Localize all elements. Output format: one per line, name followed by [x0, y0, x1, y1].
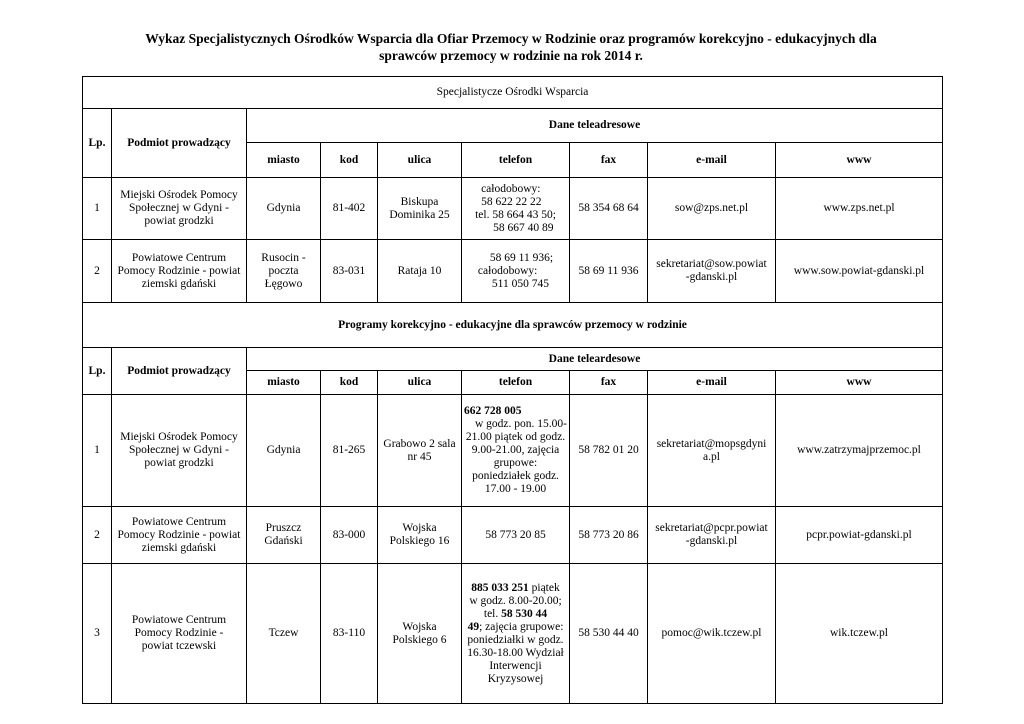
header-podmiot: Podmiot prowadzący: [112, 109, 247, 178]
text-line: w godz. pon. 15.00-: [475, 418, 567, 430]
document-title: [80, 30, 942, 64]
cell-email: [648, 240, 776, 303]
cell-fax: 58 530 44 40: [570, 564, 648, 704]
text-line: Pomocy Rodzinie - powiat: [117, 264, 241, 277]
cell-kod: 83-000: [321, 507, 378, 564]
cell-lp: 1: [83, 178, 112, 240]
text-line: Polskiego 16: [389, 535, 450, 547]
cell-telefon: [462, 178, 570, 240]
institutions-table: [82, 76, 943, 704]
text-line: Wojska: [402, 620, 437, 633]
cell-ulica: [378, 395, 462, 507]
header-ulica: ulica: [378, 371, 462, 395]
header-lp: Lp.: [83, 109, 112, 178]
phone-bold: 58 530 44: [501, 607, 548, 620]
header-podmiot: Podmiot prowadzący: [112, 348, 247, 395]
text-line: -gdanski.pl: [685, 535, 738, 547]
text-line: całodobowy:: [477, 264, 538, 277]
text-line: grupowe:: [493, 457, 538, 469]
header-www: www: [776, 371, 943, 395]
phone-bold: 49: [467, 620, 480, 633]
table-row: [83, 395, 943, 507]
cell-podmiot: [112, 395, 247, 507]
header-email: e-mail: [648, 143, 776, 178]
cell-lp: 3: [83, 564, 112, 704]
header-fax: fax: [570, 371, 648, 395]
text-line: Powiatowe Centrum: [131, 614, 227, 626]
cell-miasto: [247, 240, 321, 303]
text-line: a.pl: [703, 450, 720, 463]
cell-podmiot: [112, 178, 247, 240]
header-email: e-mail: [648, 371, 776, 395]
header-www: www: [776, 143, 943, 178]
text-line: poniedziałek godz.: [472, 470, 559, 482]
cell-email: [648, 395, 776, 507]
cell-miasto: Gdynia: [247, 178, 321, 240]
header-ulica: ulica: [378, 143, 462, 178]
text-line: sekretariat@sow.powiat: [656, 258, 767, 270]
cell-podmiot: [112, 507, 247, 564]
text-line: ziemski gdański: [141, 541, 217, 554]
text-line: powiat tczewski: [141, 640, 217, 652]
text-line: Miejski Ośrodek Pomocy: [120, 189, 238, 201]
header-fax: fax: [570, 143, 648, 178]
cell-podmiot: [112, 564, 247, 704]
cell-podmiot: [112, 240, 247, 303]
text-line: Powiatowe Centrum: [131, 515, 227, 528]
cell-email: pomoc@wik.tczew.pl: [648, 564, 776, 704]
text-line: Polskiego 6: [392, 633, 447, 646]
text-line: Rusocin - poczta: [261, 251, 306, 277]
cell-ulica: [378, 564, 462, 704]
header-miasto: miasto: [247, 371, 321, 395]
text-line: 9.00-21.00, zajęcia: [471, 444, 560, 456]
text-line: powiat grodzki: [144, 215, 214, 227]
text-span: tel.: [483, 607, 502, 620]
section-2-heading: Programy korekcyjno - edukacyjne dla sprawców przemocy w rodzinie: [83, 303, 943, 348]
cell-telefon: [462, 240, 570, 303]
text-line: ziemski gdański: [141, 277, 217, 290]
text-span: piątek: [528, 581, 560, 594]
cell-ulica: [378, 507, 462, 564]
text-line: Biskupa: [400, 195, 439, 208]
text-line: 58 622 22 22: [481, 195, 542, 208]
cell-telefon: [462, 395, 570, 507]
text-line: tel. 58 664 43 50;: [475, 208, 556, 221]
title-line-2: sprawców przemocy w rodzinie na rok 2014 r.: [379, 48, 643, 63]
text-line: Pomocy Rodzinie - powiat: [117, 528, 241, 541]
header-dane-teleadresowe: Dane teleadresowe: [247, 109, 943, 143]
text-line: Dominika 25: [389, 208, 450, 221]
text-line: 58 667 40 89: [493, 221, 554, 234]
cell-www: www.sow.powiat-gdanski.pl: [776, 240, 943, 303]
text-line: sekretariat@pcpr.powiat: [655, 522, 768, 534]
cell-www: www.zatrzymajprzemoc.pl: [776, 395, 943, 507]
text-line: w godz. 8.00-20.00;: [469, 594, 562, 607]
text-line: Interwencji: [489, 659, 542, 672]
header-dane-teleardesowe: Dane teleardesowe: [247, 348, 943, 371]
header-miasto: miasto: [247, 143, 321, 178]
header-telefon: telefon: [462, 143, 570, 178]
header-kod: kod: [321, 371, 378, 395]
cell-telefon: 58 773 20 85: [462, 507, 570, 564]
text-line: -gdanski.pl: [685, 271, 738, 283]
header-telefon: telefon: [462, 371, 570, 395]
text-line: 17.00 - 19.00: [484, 483, 547, 495]
table-row: [83, 507, 943, 564]
cell-lp: 1: [83, 395, 112, 507]
text-line: Pomocy Rodzinie -: [134, 627, 224, 639]
cell-miasto: Pruszcz Gdański: [247, 507, 321, 564]
cell-kod: 81-265: [321, 395, 378, 507]
text-line: sekretariat@mopsgdyni: [656, 437, 767, 450]
text-line: 58 69 11 936;: [489, 251, 554, 264]
cell-fax: 58 69 11 936: [570, 240, 648, 303]
text-line: Kryzysowej: [487, 672, 544, 685]
text-line: całodobowy:: [481, 182, 541, 195]
text-line: Powiatowe Centrum: [131, 251, 227, 264]
cell-telefon: [462, 564, 570, 704]
cell-miasto: Tczew: [247, 564, 321, 704]
cell-kod: 83-110: [321, 564, 378, 704]
table-row: [83, 564, 943, 704]
phone-bold: 885 033 251: [471, 581, 529, 594]
text-line: Społecznej w Gdyni -: [129, 444, 229, 456]
text-line: poniedziałki w godz.: [467, 633, 564, 646]
cell-kod: 81-402: [321, 178, 378, 240]
cell-email: [648, 507, 776, 564]
cell-fax: 58 782 01 20: [570, 395, 648, 507]
cell-fax: 58 354 68 64: [570, 178, 648, 240]
cell-email: sow@zps.net.pl: [648, 178, 776, 240]
cell-www: pcpr.powiat-gdanski.pl: [776, 507, 943, 564]
text-line: Miejski Ośrodek Pomocy: [120, 431, 238, 443]
text-line: 511 050 745: [491, 277, 549, 290]
text-line: Społecznej w Gdyni -: [129, 202, 229, 214]
phone-bold: 662 728 005: [464, 405, 522, 417]
text-line: 16.30-18.00 Wydział: [467, 646, 564, 659]
text-line: Łęgowo: [264, 277, 303, 290]
section-1-heading: Specjalistycze Ośrodki Wsparcia: [83, 77, 943, 109]
cell-lp: 2: [83, 240, 112, 303]
text-line: Wojska: [402, 522, 437, 534]
cell-www: wik.tczew.pl: [776, 564, 943, 704]
cell-ulica: [378, 178, 462, 240]
cell-miasto: Gdynia: [247, 395, 321, 507]
table-row: [83, 178, 943, 240]
cell-www: www.zps.net.pl: [776, 178, 943, 240]
text-line: nr 45: [407, 450, 432, 463]
header-lp: Lp.: [83, 348, 112, 395]
cell-ulica: Rataja 10: [378, 240, 462, 303]
text-span: ; zajęcia grupowe:: [479, 620, 564, 633]
table-row: [83, 240, 943, 303]
header-kod: kod: [321, 143, 378, 178]
cell-kod: 83-031: [321, 240, 378, 303]
text-line: 21.00 piątek od godz.: [465, 431, 566, 443]
title-line-1: Wykaz Specjalistycznych Ośrodków Wsparcia dla Ofiar Przemocy w Rodzinie oraz programów korekcyjno - edukacyjnych dla: [145, 31, 877, 46]
cell-fax: 58 773 20 86: [570, 507, 648, 564]
text-line: powiat grodzki: [144, 457, 214, 469]
cell-lp: 2: [83, 507, 112, 564]
text-line: Grabowo 2 sala: [383, 437, 456, 450]
